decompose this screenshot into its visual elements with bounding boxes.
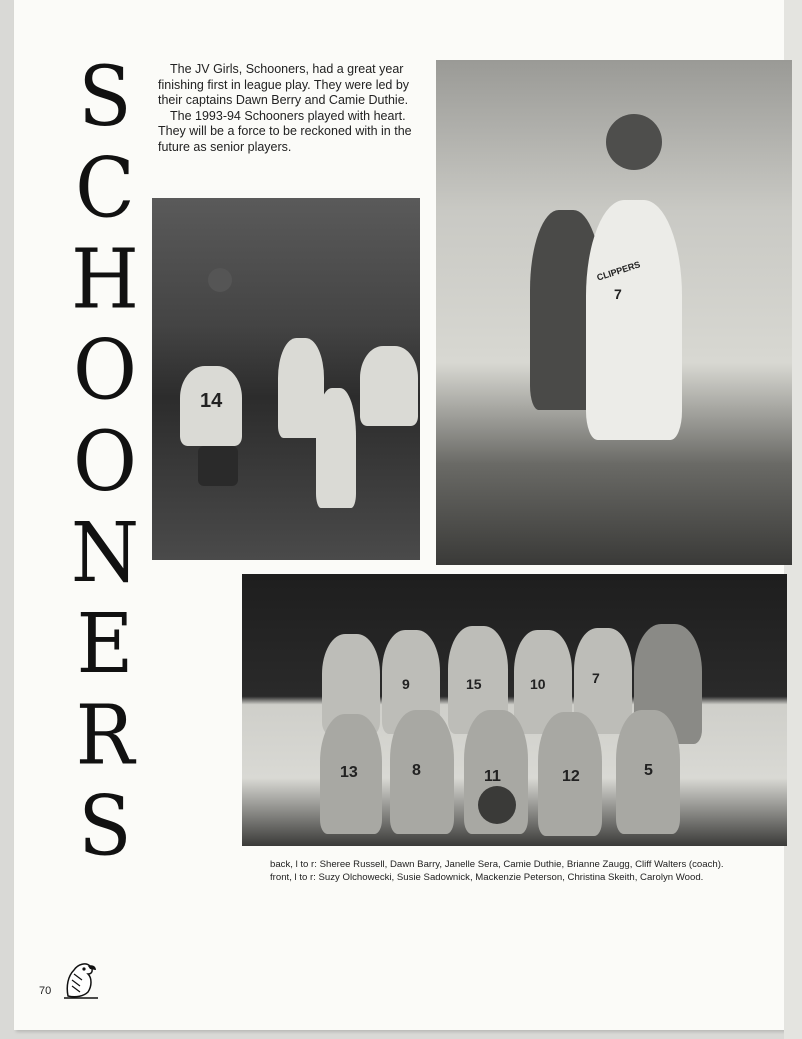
title-letter: C: [75, 141, 135, 237]
jersey-number: 14: [200, 390, 223, 412]
intro-text: [158, 62, 426, 155]
jersey-number: 15: [466, 676, 482, 692]
intro-paragraph-2: The 1993-94 Schooners played with heart. They will be a force to be reckoned with in the future as senior players.: [158, 108, 412, 154]
player-figure: [360, 346, 418, 426]
title-letter: N: [70, 505, 140, 602]
player-shorts: [198, 446, 238, 486]
photo-game-action: [152, 198, 420, 560]
parrot-mascot-icon: [58, 956, 102, 1000]
page-number: 70: [39, 985, 52, 997]
jersey-number: 7: [592, 670, 600, 686]
title-letter: R: [75, 687, 135, 784]
jersey-text: CLIPPERS: [595, 259, 642, 283]
caption-back-row: back, l to r: Sheree Russell, Dawn Barry, Janelle Sera, Camie Duthie, Brianne Zaugg, Cliff Walters (coach).: [270, 859, 724, 870]
caption-front-row: front, l to r: Suzy Olchowecki, Susie Sadownick, Mackenzie Peterson, Christina Skeith, Carolyn Wood.: [270, 872, 704, 883]
jersey-number: 13: [340, 764, 358, 781]
jersey-number: 7: [614, 286, 622, 302]
page-title-vertical: [60, 49, 150, 974]
basketball: [208, 268, 232, 292]
player-figure: [390, 710, 454, 834]
intro-paragraph-1: The JV Girls, Schooners, had a great year finishing first in league play. They were led by their captains Dawn Berry and Camie Duthie.: [158, 62, 410, 107]
title-letter: S: [78, 49, 132, 146]
basketball: [478, 786, 516, 824]
title-letter: E: [76, 596, 134, 693]
basketball: [606, 114, 662, 170]
title-letter: H: [70, 232, 140, 328]
player-figure: [316, 388, 356, 508]
jersey-number: 9: [402, 676, 410, 692]
jersey-number: 11: [484, 768, 501, 785]
team-photo-caption: [270, 858, 790, 884]
title-letter: O: [73, 414, 137, 510]
photo-jump-shot: [436, 60, 792, 565]
photo-team: [242, 574, 787, 846]
jersey-number: 5: [644, 762, 653, 779]
title-letter: O: [73, 323, 137, 419]
jersey-number: 10: [530, 676, 546, 692]
jersey-number: 8: [412, 762, 421, 779]
player-figure: [586, 200, 682, 440]
title-letter: S: [78, 779, 132, 875]
jersey-number: 12: [562, 768, 580, 785]
